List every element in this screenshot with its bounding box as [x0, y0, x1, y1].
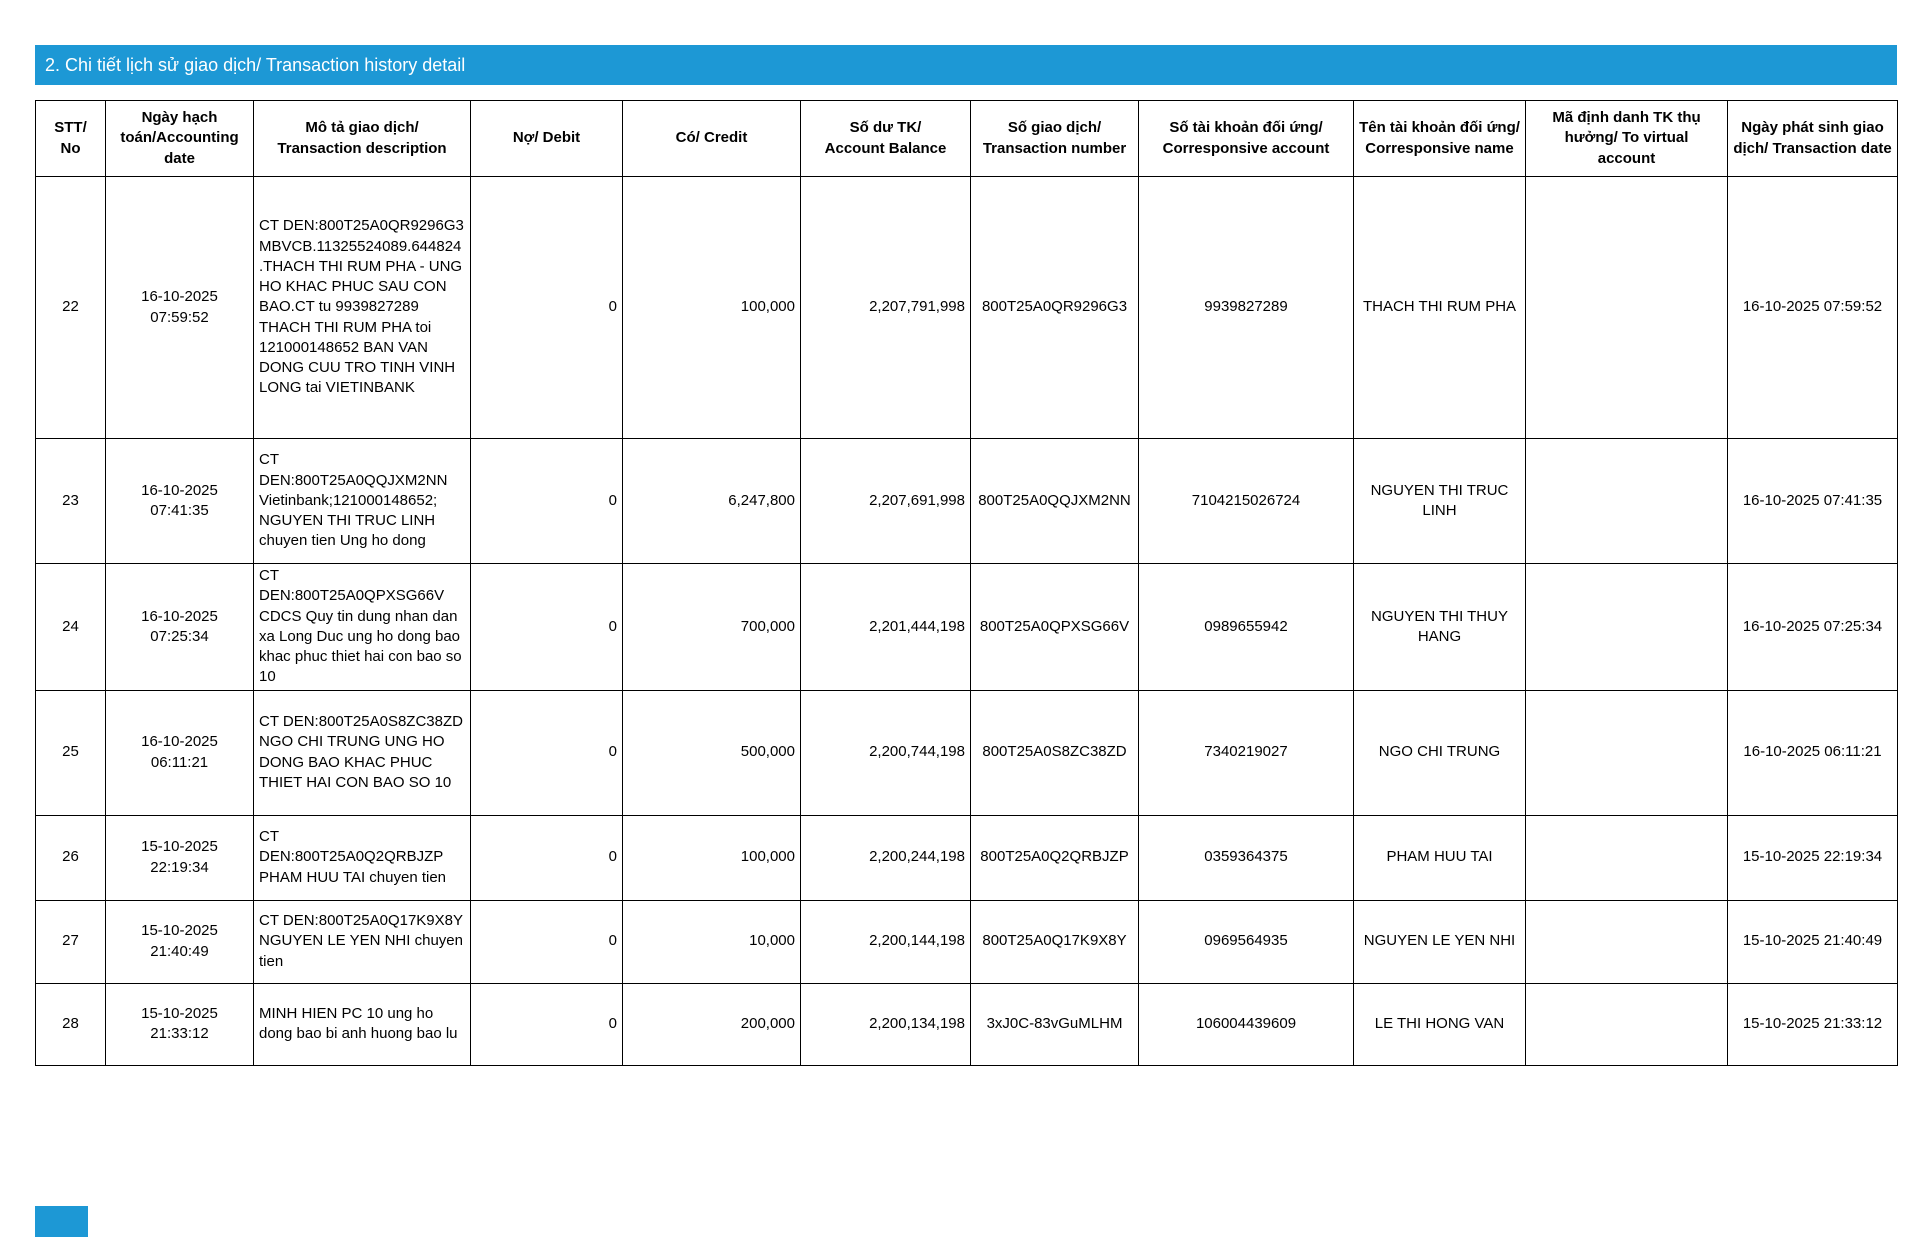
cell-corresponsive-name: LE THI HONG VAN — [1354, 983, 1526, 1065]
table-row — [36, 690, 1898, 815]
cell-transaction-date: 16-10-2025 07:25:34 — [1728, 564, 1898, 691]
cell-credit: 700,000 — [623, 564, 801, 691]
cell-description: CT DEN:800T25A0S8ZC38ZD NGO CHI TRUNG UNG HO DONG BAO KHAC PHUC THIET HAI CON BAO SO 10 — [254, 690, 471, 815]
col-header-transaction-number: Số giao dịch/ Transaction number — [971, 101, 1139, 177]
cell-transaction-date: 16-10-2025 06:11:21 — [1728, 690, 1898, 815]
cell-corresponsive-account: 9939827289 — [1139, 177, 1354, 439]
cell-balance: 2,200,144,198 — [801, 900, 971, 983]
cell-credit: 100,000 — [623, 177, 801, 439]
cell-corresponsive-account: 0359364375 — [1139, 815, 1354, 900]
cell-corresponsive-account: 0969564935 — [1139, 900, 1354, 983]
cell-balance: 2,207,791,998 — [801, 177, 971, 439]
cell-description: CT DEN:800T25A0Q2QRBJZP PHAM HUU TAI chuyen tien — [254, 815, 471, 900]
cell-balance: 2,207,691,998 — [801, 439, 971, 564]
cell-virtual-account — [1526, 177, 1728, 439]
col-header-transaction-date: Ngày phát sinh giao dịch/ Transaction date — [1728, 101, 1898, 177]
cell-corresponsive-account: 106004439609 — [1139, 983, 1354, 1065]
cell-no: 24 — [36, 564, 106, 691]
table-row — [36, 900, 1898, 983]
cell-description: CT DEN:800T25A0QPXSG66V CDCS Quy tin dung nhan dan xa Long Duc ung ho dong bao khac phuc thiet hai con bao so 10 — [254, 564, 471, 691]
cell-accounting-date: 16-10-2025 07:59:52 — [106, 177, 254, 439]
cell-virtual-account — [1526, 439, 1728, 564]
cell-accounting-date: 16-10-2025 07:41:35 — [106, 439, 254, 564]
cell-transaction-number: 800T25A0Q17K9X8Y — [971, 900, 1139, 983]
cell-transaction-number: 800T25A0QQJXM2NN — [971, 439, 1139, 564]
cell-transaction-date: 16-10-2025 07:41:35 — [1728, 439, 1898, 564]
transaction-history-table — [35, 100, 1898, 1066]
cell-corresponsive-name: PHAM HUU TAI — [1354, 815, 1526, 900]
col-header-stt: STT/ No — [36, 101, 106, 177]
section-header-bar — [35, 45, 1897, 85]
col-header-description: Mô tả giao dịch/ Transaction description — [254, 101, 471, 177]
col-header-corresponsive-account: Số tài khoản đối ứng/ Corresponsive account — [1139, 101, 1354, 177]
col-header-corresponsive-name: Tên tài khoản đối ứng/ Corresponsive name — [1354, 101, 1526, 177]
cell-virtual-account — [1526, 983, 1728, 1065]
cell-virtual-account — [1526, 564, 1728, 691]
cell-accounting-date: 15-10-2025 21:33:12 — [106, 983, 254, 1065]
cell-balance: 2,200,744,198 — [801, 690, 971, 815]
cell-transaction-date: 16-10-2025 07:59:52 — [1728, 177, 1898, 439]
cell-debit: 0 — [471, 900, 623, 983]
cell-transaction-date: 15-10-2025 22:19:34 — [1728, 815, 1898, 900]
table-header-row — [36, 101, 1898, 177]
cell-corresponsive-name: NGUYEN THI TRUC LINH — [1354, 439, 1526, 564]
table-row — [36, 983, 1898, 1065]
cell-credit: 500,000 — [623, 690, 801, 815]
cell-transaction-date: 15-10-2025 21:40:49 — [1728, 900, 1898, 983]
cell-virtual-account — [1526, 900, 1728, 983]
cell-balance: 2,200,244,198 — [801, 815, 971, 900]
cell-transaction-number: 800T25A0QR9296G3 — [971, 177, 1139, 439]
cell-debit: 0 — [471, 177, 623, 439]
table-row — [36, 564, 1898, 691]
cell-corresponsive-account: 7104215026724 — [1139, 439, 1354, 564]
cell-balance: 2,200,134,198 — [801, 983, 971, 1065]
cell-transaction-date: 15-10-2025 21:33:12 — [1728, 983, 1898, 1065]
table-row — [36, 439, 1898, 564]
cell-credit: 200,000 — [623, 983, 801, 1065]
col-header-virtual-account: Mã định danh TK thụ hưởng/ To virtual account — [1526, 101, 1728, 177]
cell-corresponsive-name: NGUYEN LE YEN NHI — [1354, 900, 1526, 983]
col-header-balance: Số dư TK/ Account Balance — [801, 101, 971, 177]
cell-corresponsive-name: NGO CHI TRUNG — [1354, 690, 1526, 815]
cell-no: 23 — [36, 439, 106, 564]
cell-transaction-number: 800T25A0S8ZC38ZD — [971, 690, 1139, 815]
col-header-debit: Nợ/ Debit — [471, 101, 623, 177]
cell-debit: 0 — [471, 815, 623, 900]
cell-virtual-account — [1526, 690, 1728, 815]
cell-description: CT DEN:800T25A0Q17K9X8Y NGUYEN LE YEN NHI chuyen tien — [254, 900, 471, 983]
cell-description: CT DEN:800T25A0QQJXM2NN Vietinbank;121000148652; NGUYEN THI TRUC LINH chuyen tien Ung ho dong — [254, 439, 471, 564]
cell-corresponsive-name: NGUYEN THI THUY HANG — [1354, 564, 1526, 691]
cell-no: 22 — [36, 177, 106, 439]
col-header-accounting-date: Ngày hạch toán/Accounting date — [106, 101, 254, 177]
cell-debit: 0 — [471, 690, 623, 815]
cell-corresponsive-account: 0989655942 — [1139, 564, 1354, 691]
cell-no: 28 — [36, 983, 106, 1065]
cell-corresponsive-account: 7340219027 — [1139, 690, 1354, 815]
cell-no: 27 — [36, 900, 106, 983]
cell-corresponsive-name: THACH THI RUM PHA — [1354, 177, 1526, 439]
cell-credit: 6,247,800 — [623, 439, 801, 564]
cell-transaction-number: 800T25A0QPXSG66V — [971, 564, 1139, 691]
cell-accounting-date: 16-10-2025 06:11:21 — [106, 690, 254, 815]
cell-debit: 0 — [471, 983, 623, 1065]
cell-description: MINH HIEN PC 10 ung ho dong bao bi anh huong bao lu — [254, 983, 471, 1065]
cell-accounting-date: 15-10-2025 22:19:34 — [106, 815, 254, 900]
cell-no: 26 — [36, 815, 106, 900]
next-section-bar-partial — [35, 1206, 88, 1237]
table-row — [36, 177, 1898, 439]
cell-balance: 2,201,444,198 — [801, 564, 971, 691]
cell-transaction-number: 800T25A0Q2QRBJZP — [971, 815, 1139, 900]
cell-virtual-account — [1526, 815, 1728, 900]
cell-accounting-date: 16-10-2025 07:25:34 — [106, 564, 254, 691]
cell-transaction-number: 3xJ0C-83vGuMLHM — [971, 983, 1139, 1065]
cell-description: CT DEN:800T25A0QR9296G3 MBVCB.11325524089.644824.THACH THI RUM PHA - UNG HO KHAC PHUC SAU CON BAO.CT tu 9939827289 THACH THI RUM PHA toi 121000148652 BAN VAN DONG CUU TRO TINH VINH LONG tai VIETINBANK — [254, 177, 471, 439]
table-row — [36, 815, 1898, 900]
cell-accounting-date: 15-10-2025 21:40:49 — [106, 900, 254, 983]
cell-no: 25 — [36, 690, 106, 815]
cell-debit: 0 — [471, 439, 623, 564]
cell-credit: 10,000 — [623, 900, 801, 983]
cell-debit: 0 — [471, 564, 623, 691]
cell-credit: 100,000 — [623, 815, 801, 900]
col-header-credit: Có/ Credit — [623, 101, 801, 177]
section-title: 2. Chi tiết lịch sử giao dịch/ Transaction history detail — [45, 54, 466, 75]
